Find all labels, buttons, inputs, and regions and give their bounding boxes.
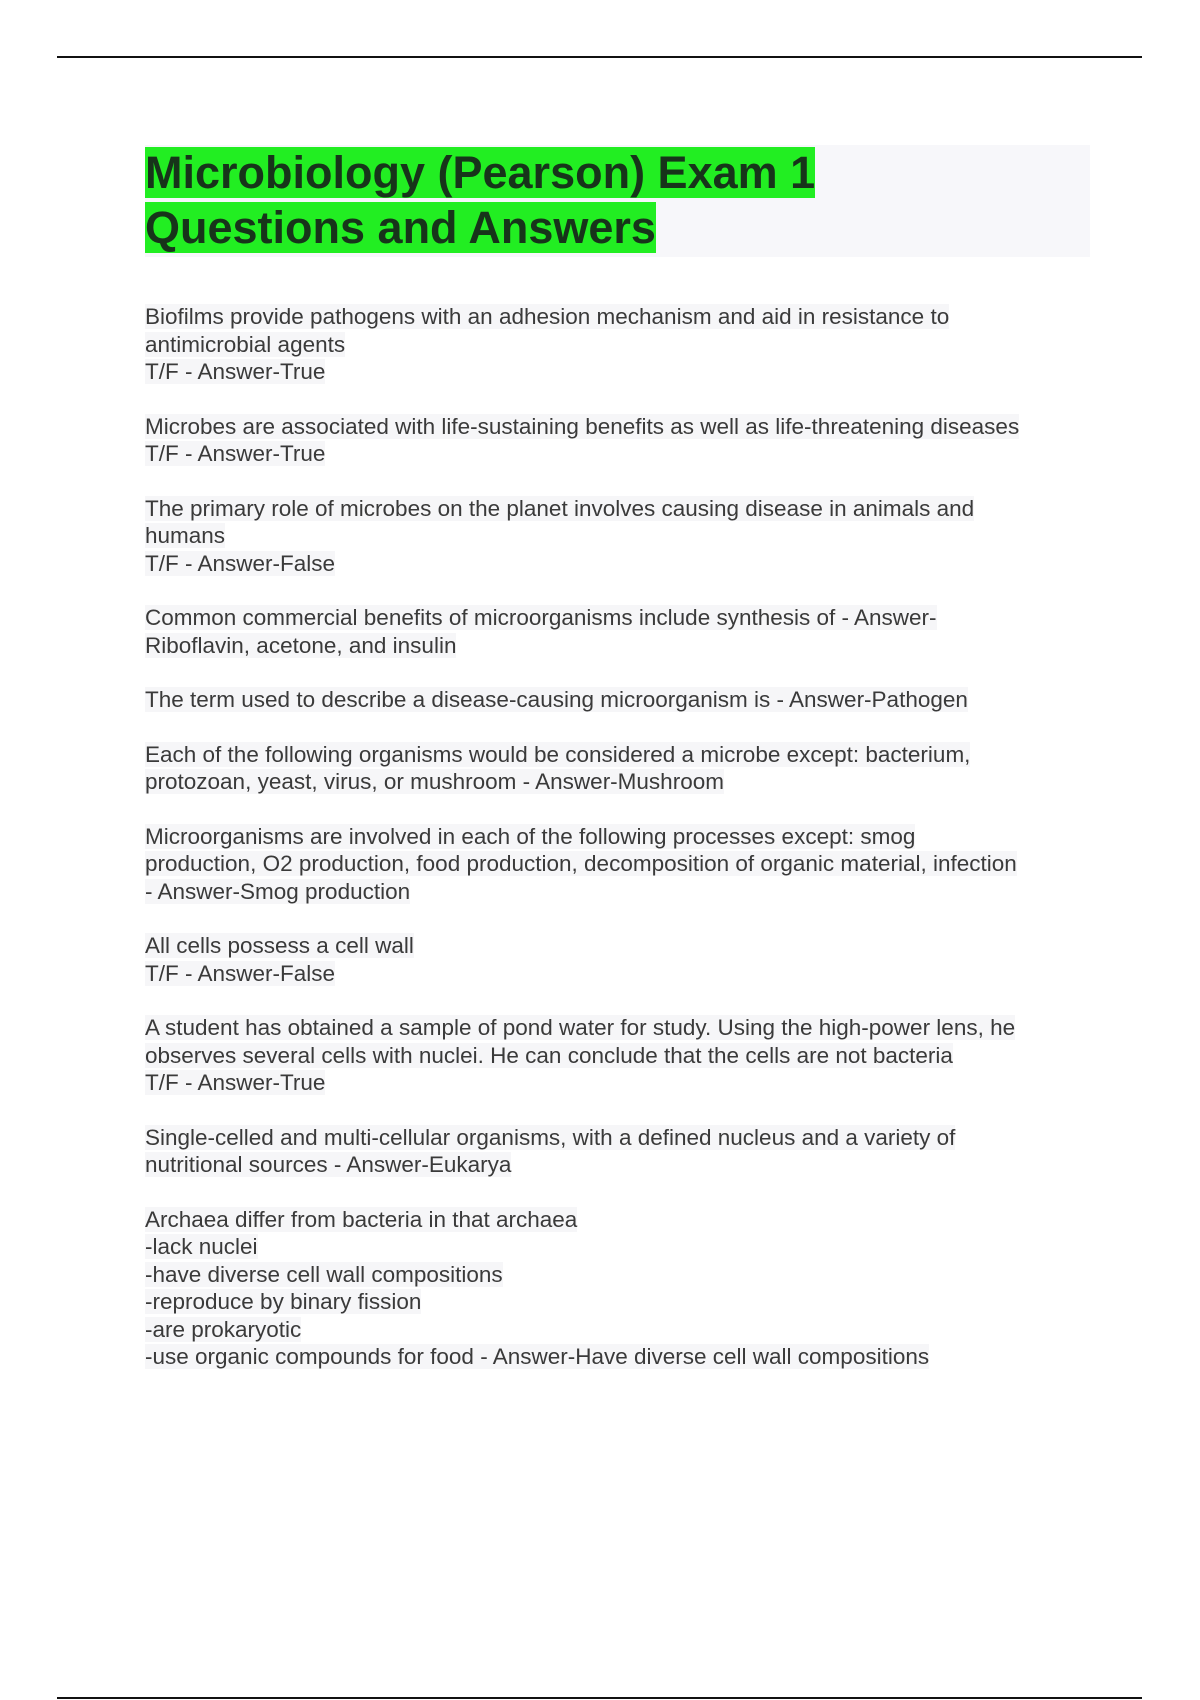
qa-line xyxy=(145,850,1090,878)
title-block xyxy=(145,145,1090,257)
qa-line-text: T/F - Answer-True xyxy=(145,441,326,466)
qa-line-text: T/F - Answer-False xyxy=(145,960,336,986)
document-title xyxy=(145,145,1090,255)
qa-line-text: Biofilms provide pathogens with an adhesion mechanism and aid in resistance to xyxy=(145,304,950,329)
qa-line-text: nutritional sources - Answer-Eukarya xyxy=(145,1152,512,1177)
qa-line xyxy=(145,768,1090,796)
qa-line-text: protozoan, yeast, virus, or mushroom - Answer-Mushroom xyxy=(145,769,724,794)
qa-line-text: The primary role of microbes on the planet involves causing disease in animals and xyxy=(145,495,975,521)
qa-line xyxy=(145,440,1090,468)
qa-line xyxy=(145,1014,1090,1042)
qa-line-text: -have diverse cell wall compositions xyxy=(145,1261,503,1287)
qa-line-text: The term used to describe a disease-causing microorganism is - Answer-Pathogen xyxy=(145,687,968,712)
qa-line xyxy=(145,604,1090,632)
qa-line-text: Common commercial benefits of microorganisms include synthesis of - Answer- xyxy=(145,605,937,630)
qa-item xyxy=(145,1206,1090,1371)
qa-line xyxy=(145,522,1090,550)
qa-line-text: -lack nuclei xyxy=(145,1234,258,1259)
qa-line-text: Each of the following organisms would be considered a microbe except: bacterium, xyxy=(145,741,971,767)
qa-line-text: Archaea differ from bacteria in that archaea xyxy=(145,1206,578,1232)
qa-line xyxy=(145,1316,1090,1344)
qa-line-text: -use organic compounds for food - Answer-Have diverse cell wall compositions xyxy=(145,1344,930,1369)
qa-line xyxy=(145,960,1090,988)
qa-line xyxy=(145,878,1090,906)
qa-line-text: Microbes are associated with life-sustaining benefits as well as life-threatening diseases xyxy=(145,413,1020,439)
qa-line xyxy=(145,413,1090,441)
qa-line xyxy=(145,1042,1090,1070)
qa-line-text: T/F - Answer-False xyxy=(145,550,336,576)
title-line-1: Microbiology (Pearson) Exam 1 xyxy=(145,147,816,198)
qa-line-text: Riboflavin, acetone, and insulin xyxy=(145,632,457,658)
qa-line-text: - Answer-Smog production xyxy=(145,878,411,904)
qa-line xyxy=(145,1261,1090,1289)
qa-line xyxy=(145,741,1090,769)
qa-line-text: production, O2 production, food production, decomposition of organic material, infection xyxy=(145,851,1017,876)
qa-line xyxy=(145,358,1090,386)
qa-line xyxy=(145,932,1090,960)
qa-line-text: Microorganisms are involved in each of the following processes except: smog xyxy=(145,823,916,849)
qa-line xyxy=(145,1206,1090,1234)
page-bottom-rule xyxy=(57,1697,1142,1699)
qa-line-text: humans xyxy=(145,523,226,548)
qa-line xyxy=(145,823,1090,851)
qa-line-text: All cells possess a cell wall xyxy=(145,933,414,958)
page-top-rule xyxy=(57,56,1142,58)
qa-item xyxy=(145,495,1090,578)
qa-line xyxy=(145,550,1090,578)
qa-line-text: antimicrobial agents xyxy=(145,331,346,357)
qa-line xyxy=(145,495,1090,523)
qa-line-text: -reproduce by binary fission xyxy=(145,1289,422,1314)
qa-item xyxy=(145,823,1090,906)
qa-item xyxy=(145,741,1090,796)
qa-line xyxy=(145,303,1090,331)
title-line-2: Questions and Answers xyxy=(145,202,656,253)
qa-line-text: Single-celled and multi-cellular organisms, with a defined nucleus and a variety of xyxy=(145,1124,956,1150)
qa-line xyxy=(145,686,1090,714)
question-list xyxy=(145,303,1090,1371)
qa-line xyxy=(145,632,1090,660)
qa-line-text: -are prokaryotic xyxy=(145,1316,302,1342)
qa-item xyxy=(145,686,1090,714)
qa-item xyxy=(145,1124,1090,1179)
qa-item xyxy=(145,413,1090,468)
qa-line xyxy=(145,1288,1090,1316)
qa-line-text: T/F - Answer-True xyxy=(145,1070,326,1095)
qa-item xyxy=(145,932,1090,987)
document-body xyxy=(145,145,1090,1398)
qa-line xyxy=(145,1124,1090,1152)
qa-line xyxy=(145,331,1090,359)
qa-line xyxy=(145,1069,1090,1097)
qa-line-text: T/F - Answer-True xyxy=(145,359,326,384)
qa-line xyxy=(145,1343,1090,1371)
qa-item xyxy=(145,604,1090,659)
qa-line-text: observes several cells with nuclei. He can conclude that the cells are not bacteria xyxy=(145,1042,953,1068)
qa-item xyxy=(145,303,1090,386)
qa-line xyxy=(145,1233,1090,1261)
qa-line-text: A student has obtained a sample of pond water for study. Using the high-power lens, he xyxy=(145,1015,1016,1040)
qa-line xyxy=(145,1151,1090,1179)
qa-item xyxy=(145,1014,1090,1097)
